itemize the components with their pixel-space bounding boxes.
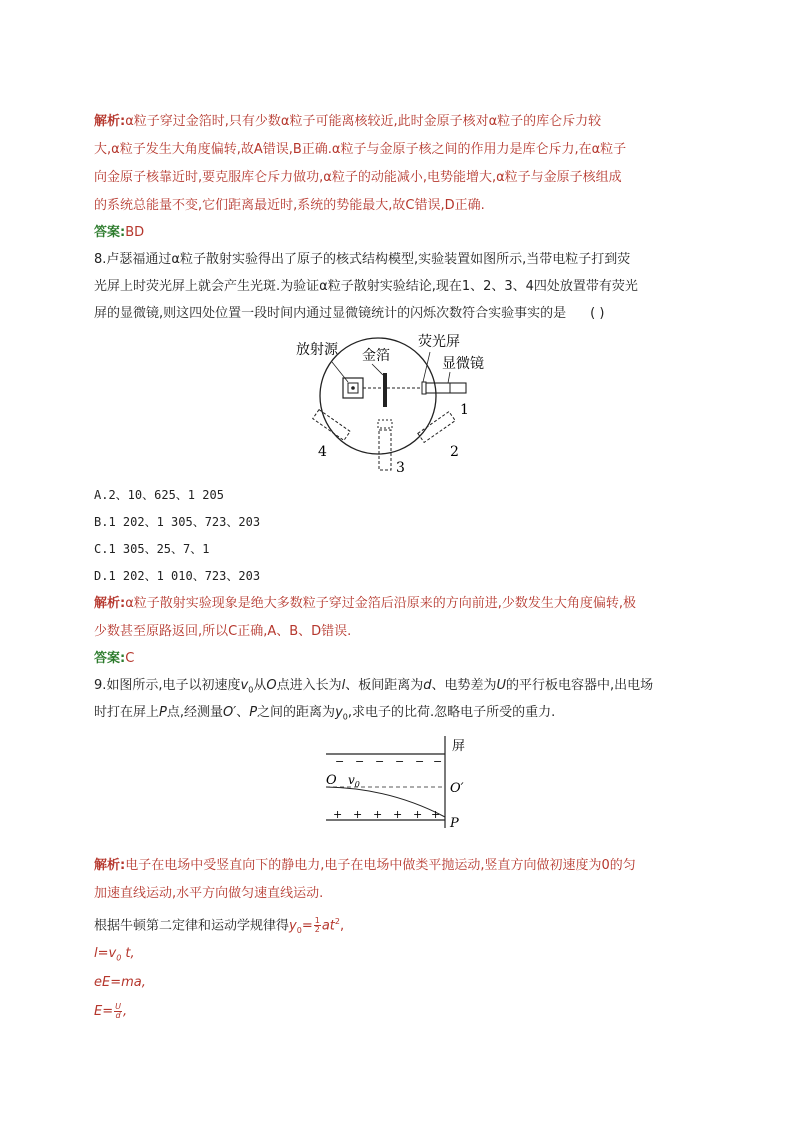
- q7-analysis-line-3: 向金原子核靠近时,要克服库仑斥力做功,α粒子的动能减小,电势能增大,α粒子与金原子核组成: [94, 170, 622, 185]
- q9-analysis-line-3: 根据牛顿第二定律和运动学规律得$y_0=$ $\frac{1}{2}$ $at^2$,: [94, 916, 345, 935]
- screen-label: 荧光屏: [418, 334, 460, 350]
- microscope-2: [418, 412, 455, 443]
- q7-answer: [94, 224, 144, 242]
- analysis-text: 电子在电场中受竖直向下的静电力,电子在电场中做类平抛运动,竖直方向做初速度为0的匀: [125, 858, 636, 873]
- analysis-label: 解析:: [94, 858, 126, 873]
- q7-analysis-line-2: 大,α粒子发生大角度偏转,故A错误,B正确.α粒子与金原子核之间的作用力是库仑斥力,在α粒子: [94, 142, 627, 157]
- svg-text:−: −: [335, 755, 345, 768]
- o-label: O: [326, 773, 337, 788]
- q8-analysis-line-1: [94, 595, 636, 613]
- q8-stem-line-3: [94, 305, 604, 323]
- capacitor-diagram: [320, 732, 480, 832]
- analysis-label: 解析:: [94, 596, 126, 611]
- answer-value: C: [125, 651, 135, 666]
- svg-text:−: −: [415, 755, 425, 768]
- microscope-3: [379, 430, 391, 470]
- option-d: D.1 202、1 010、723、203: [94, 569, 261, 583]
- q9-stem-line-2: 时打在屏上P点,经测量O′、P之间的距离为$y_0$,求电子的比荷.忽略电子所受的重力.: [94, 705, 556, 722]
- answer-label: 答案:: [94, 225, 126, 240]
- q8-stem-line-1: 8.卢瑟福通过α粒子散射实验得出了原子的核式结构模型,实验装置如图所示,当带电粒子打到荧: [94, 252, 631, 267]
- q9-equation-4: E= $\frac{U}{d}$ ,: [94, 1002, 128, 1020]
- electron-trajectory: [326, 787, 445, 817]
- svg-text:−: −: [375, 755, 385, 768]
- o-prime-label: O′: [450, 781, 464, 796]
- svg-text:+: +: [333, 808, 343, 821]
- svg-text:+: +: [373, 808, 383, 821]
- microscope-4: [313, 410, 350, 441]
- svg-text:−: −: [395, 755, 405, 768]
- microscope-label: 显微镜: [442, 356, 484, 372]
- q9-equation-2: $l=v_0$ t,: [94, 946, 135, 963]
- gold-foil: [383, 373, 387, 407]
- answer-label: 答案:: [94, 651, 126, 666]
- svg-text:+: +: [393, 808, 403, 821]
- answer-value: BD: [125, 225, 145, 240]
- q9-equation-3: eE=ma,: [94, 975, 146, 990]
- option-b: B.1 202、1 305、723、203: [94, 515, 261, 529]
- alpha-scattering-diagram: [290, 330, 510, 480]
- svg-text:−: −: [355, 755, 365, 768]
- svg-text:+: +: [353, 808, 363, 821]
- answer-blank: ( ): [590, 306, 605, 321]
- option-c: C.1 305、25、7、1: [94, 542, 210, 556]
- microscope-1: [426, 383, 466, 393]
- q8-answer: [94, 650, 134, 668]
- q8-stem-text: 屏的显微镜,则这四处位置一段时间内通过显微镜统计的闪烁次数符合实验事实的是: [94, 306, 567, 321]
- analysis-label: 解析:: [94, 114, 126, 129]
- svg-text:+: +: [431, 808, 441, 821]
- analysis-text: α粒子穿过金箔时,只有少数α粒子可能离核较近,此时金原子核对α粒子的库仑斥力较: [125, 114, 602, 129]
- q9-analysis-line-1: [94, 857, 636, 875]
- q8-analysis-line-2: 少数甚至原路返回,所以C正确,A、B、D错误.: [94, 624, 352, 639]
- svg-text:+: +: [413, 808, 423, 821]
- analysis-text: α粒子散射实验现象是绝大多数粒子穿过金箔后沿原来的方向前进,少数发生大角度偏转,极: [125, 596, 637, 611]
- q8-stem-line-2: 光屏上时荧光屏上就会产生光斑.为验证α粒子散射实验结论,现在1、2、3、4四处放置带有荧光: [94, 279, 638, 294]
- position-2-label: 2: [450, 444, 459, 460]
- v0-label: $v_0$: [348, 773, 360, 789]
- source-label: 放射源: [296, 342, 338, 358]
- q7-analysis-line-4: 的系统总能量不变,它们距离最近时,系统的势能最大,故C错误,D正确.: [94, 198, 485, 213]
- position-4-label: 4: [318, 444, 327, 460]
- q7-analysis-line-1: [94, 113, 601, 131]
- option-a: A.2、10、625、1 205: [94, 488, 224, 502]
- screen-label: 屏: [452, 739, 466, 754]
- p-label: P: [450, 816, 459, 831]
- q9-stem-line-1: 9.如图所示,电子以初速度$v_0$从O点进入长为l、板间距离为d、电势差为U的平行板电容器中,出电场: [94, 678, 654, 695]
- position-3-label: 3: [396, 460, 405, 476]
- q9-analysis-line-2: 加速直线运动,水平方向做匀速直线运动.: [94, 886, 324, 901]
- svg-text:−: −: [433, 755, 443, 768]
- foil-label: 金箔: [362, 348, 390, 364]
- position-1-label: 1: [460, 402, 469, 418]
